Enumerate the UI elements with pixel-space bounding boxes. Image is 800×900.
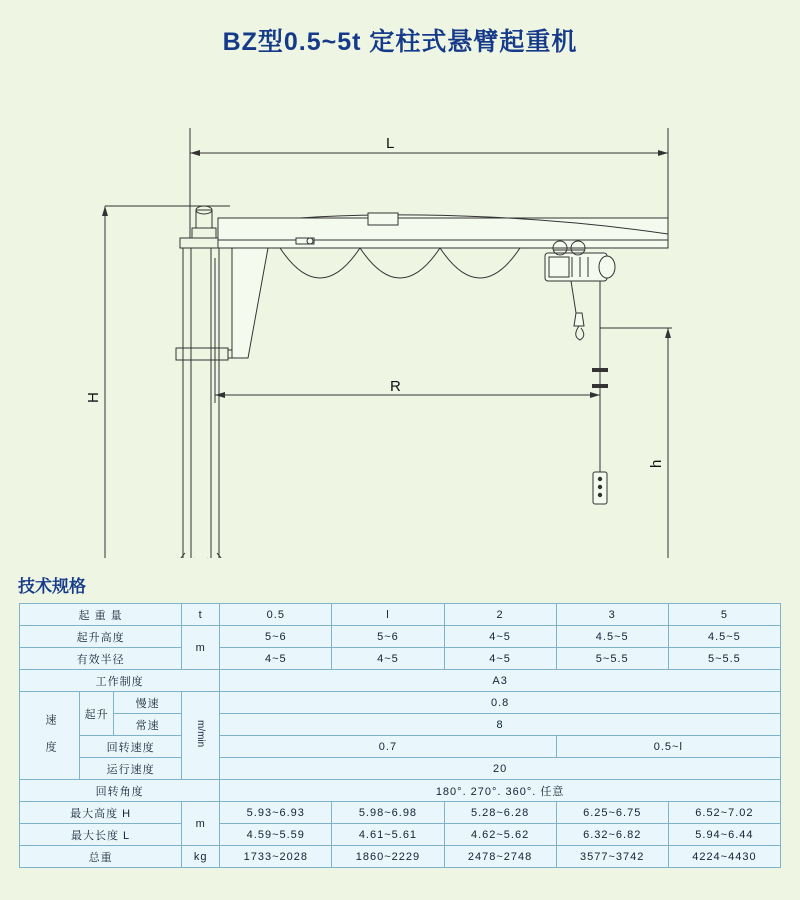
group-lift: 起升 [80,692,114,736]
table-row [20,692,781,714]
cell: 5.28~6.28 [444,802,556,824]
cell: 5 [668,604,780,626]
cell: 5.94~6.44 [668,824,780,846]
cell: 3 [556,604,668,626]
row-label: 最大长度 L [20,824,182,846]
cell: 4.59~5.59 [220,824,332,846]
cell: 8 [220,714,781,736]
table-row [20,648,781,670]
row-label: 有效半径 [20,648,182,670]
cell: 3577~3742 [556,846,668,868]
cell: 1860~2229 [332,846,444,868]
table-row [20,780,781,802]
table-row [20,802,781,824]
cell: 4~5 [220,648,332,670]
dimension-label-H: H [85,392,102,403]
cell: 180°. 270°. 360°. 任意 [220,780,781,802]
group-speed [20,692,80,780]
row-unit: t [182,604,220,626]
cell: 0.8 [220,692,781,714]
row-label: 慢速 [114,692,182,714]
table-row [20,846,781,868]
row-unit: m [182,802,220,846]
table-row [20,824,781,846]
crane-diagram [0,58,800,558]
spec-table [19,603,781,868]
cell: A3 [220,670,781,692]
cell: 4~5 [332,648,444,670]
cell: 4.5~5 [556,626,668,648]
cell: 6.32~6.82 [556,824,668,846]
cell: 0.5~l [556,736,780,758]
row-unit [182,692,220,780]
row-label: 工作制度 [20,670,220,692]
row-label: 起 重 量 [20,604,182,626]
cell: 0.5 [220,604,332,626]
cell: 5~6 [332,626,444,648]
cell: 4.62~5.62 [444,824,556,846]
dimension-label-L: L [386,135,395,152]
cell: l [332,604,444,626]
table-row [20,758,781,780]
row-label: 起升高度 [20,626,182,648]
table-row [20,670,781,692]
row-label: 常速 [114,714,182,736]
row-unit: m [182,626,220,670]
cell: 5.93~6.93 [220,802,332,824]
cell: 5~5.5 [668,648,780,670]
cell: 5.98~6.98 [332,802,444,824]
row-label: 回转速度 [80,736,182,758]
cell: 2478~2748 [444,846,556,868]
cell: 6.25~6.75 [556,802,668,824]
table-row [20,604,781,626]
cell: 4~5 [444,648,556,670]
cell: 2 [444,604,556,626]
page-title: BZ型0.5~5t 定柱式悬臂起重机 [222,28,578,56]
cell: 4~5 [444,626,556,648]
group-speed-label: 速 度 [44,714,57,754]
row-label: 运行速度 [80,758,182,780]
cell: 6.52~7.02 [668,802,780,824]
table-row [20,714,781,736]
cell: 4.5~5 [668,626,780,648]
cell: 5~5.5 [556,648,668,670]
row-label: 最大高度 H [20,802,182,824]
cell: 0.7 [220,736,556,758]
cell: 20 [220,758,781,780]
unit-speed-label: m/min [195,720,207,748]
cell: 5~6 [220,626,332,648]
cell: 4224~4430 [668,846,780,868]
row-label: 回转角度 [20,780,220,802]
dimension-label-h: h [648,459,665,468]
table-row [20,736,781,758]
row-label: 总重 [20,846,182,868]
cell: 1733~2028 [220,846,332,868]
dimension-label-R: R [390,378,401,395]
cell: 4.61~5.61 [332,824,444,846]
spec-section-title: 技术规格 [18,577,86,596]
row-unit: kg [182,846,220,868]
table-row [20,626,781,648]
